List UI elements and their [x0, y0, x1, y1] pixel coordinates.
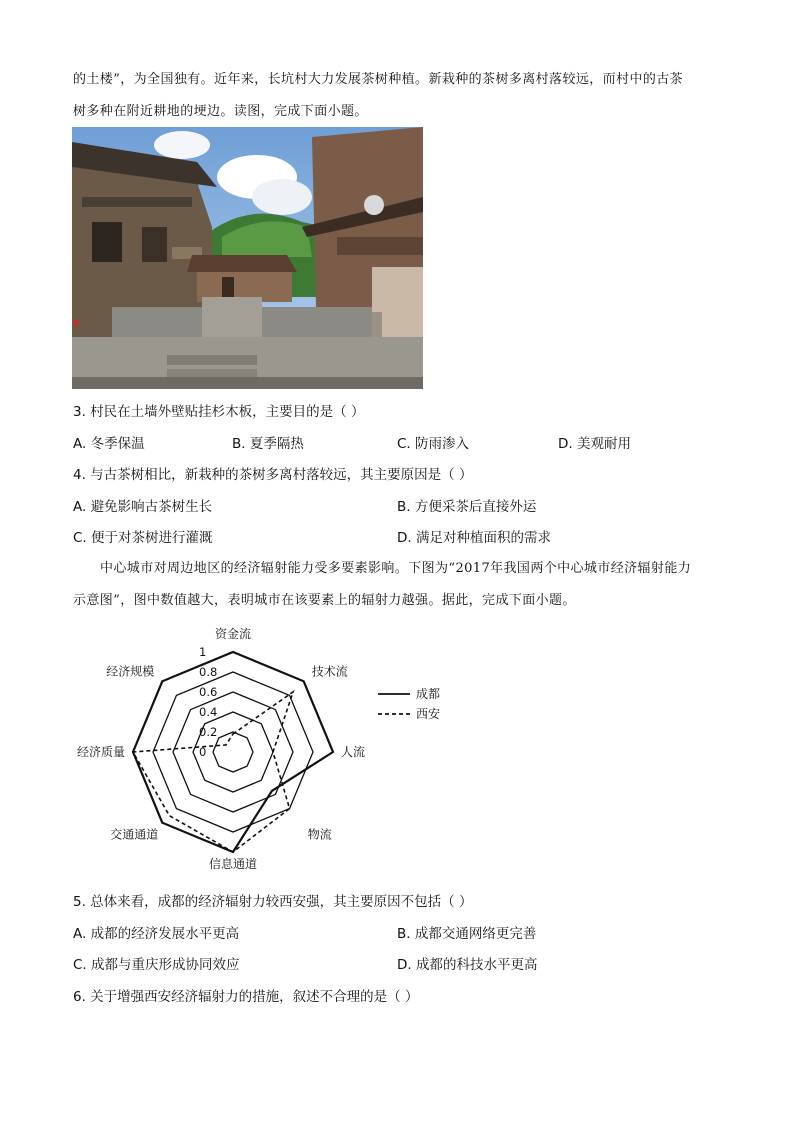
question-3-option-b: B. 夏季隔热 [232, 436, 304, 452]
question-5-option-b: B. 成都交通网络更完善 [397, 926, 537, 942]
question-5-option-a: A. 成都的经济发展水平更高 [73, 926, 240, 942]
question-4-option-a: A. 避免影响古茶树生长 [73, 499, 213, 515]
radar-tick-label: 0.8 [199, 665, 218, 679]
question-4-option-d: D. 满足对种植面积的需求 [397, 530, 551, 546]
question-4-option-b: B. 方便采茶后直接外运 [397, 499, 537, 515]
radar-axis-label: 经济规模 [106, 664, 155, 679]
radar-series-1 [133, 652, 333, 852]
radar-tick-label: 1 [199, 645, 207, 659]
intro2-text-line2: 示意图”，图中数值越大，表明城市在该要素上的辐射力越强。据此，完成下面小题。 [73, 593, 576, 608]
intro2-text-line1: 中心城市对周边地区的经济辐射能力受多要素影响。下图为“2017年我国两个中心城市经济辐射能力 [100, 561, 692, 576]
radar-axis-label: 技术流 [311, 664, 348, 679]
question-5-stem: 5. 总体来看，成都的经济辐射力较西安强，其主要原因不包括（ ） [73, 894, 473, 910]
question-3-option-d: D. 美观耐用 [558, 436, 631, 452]
radar-tick-label: 0.4 [199, 705, 218, 719]
radar-axis-label: 人流 [341, 745, 366, 759]
radar-chart [60, 620, 480, 875]
question-4-option-c: C. 便于对茶树进行灌溉 [73, 530, 213, 546]
question-3-option-c: C. 防雨渗入 [397, 436, 470, 452]
radar-grid-ring-4 [153, 672, 313, 832]
radar-axis-label: 经济质量 [76, 745, 125, 759]
radar-tick-label: 0 [199, 745, 207, 759]
radar-axis-label: 物流 [307, 827, 332, 842]
village-photo [72, 127, 423, 389]
question-3-option-a: A. 冬季保温 [73, 436, 145, 452]
question-5-option-d: D. 成都的科技水平更高 [397, 957, 538, 973]
radar-grid-ring-1 [213, 732, 253, 772]
legend-label-2: 西安 [416, 707, 441, 721]
intro-text-line2: 树多种在附近耕地的埂边。读图，完成下面小题。 [73, 104, 368, 119]
radar-axis-label: 资金流 [214, 627, 252, 641]
radar-tick-label: 0.2 [199, 725, 218, 739]
radar-axis-label: 信息通道 [208, 857, 258, 871]
intro-text-line1: 的土楼”，为全国独有。近年来，长坑村大力发展茶树种植。新栽种的茶树多离村落较远，而村中的古茶 [73, 72, 684, 87]
question-6-stem: 6. 关于增强西安经济辐射力的措施，叙述不合理的是（ ） [73, 989, 419, 1005]
question-4-stem: 4. 与古茶树相比，新栽种的茶树多离村落较远，其主要原因是（ ） [73, 467, 473, 483]
question-5-option-c: C. 成都与重庆形成协同效应 [73, 957, 240, 973]
radar-tick-label: 0.6 [199, 685, 218, 699]
radar-grid-ring-3 [173, 692, 293, 812]
legend-label-1: 成都 [416, 687, 441, 701]
question-3-stem: 3. 村民在土墙外壁贴挂杉木板，主要目的是（ ） [73, 404, 365, 420]
radar-axis-label: 交通通道 [110, 827, 159, 842]
